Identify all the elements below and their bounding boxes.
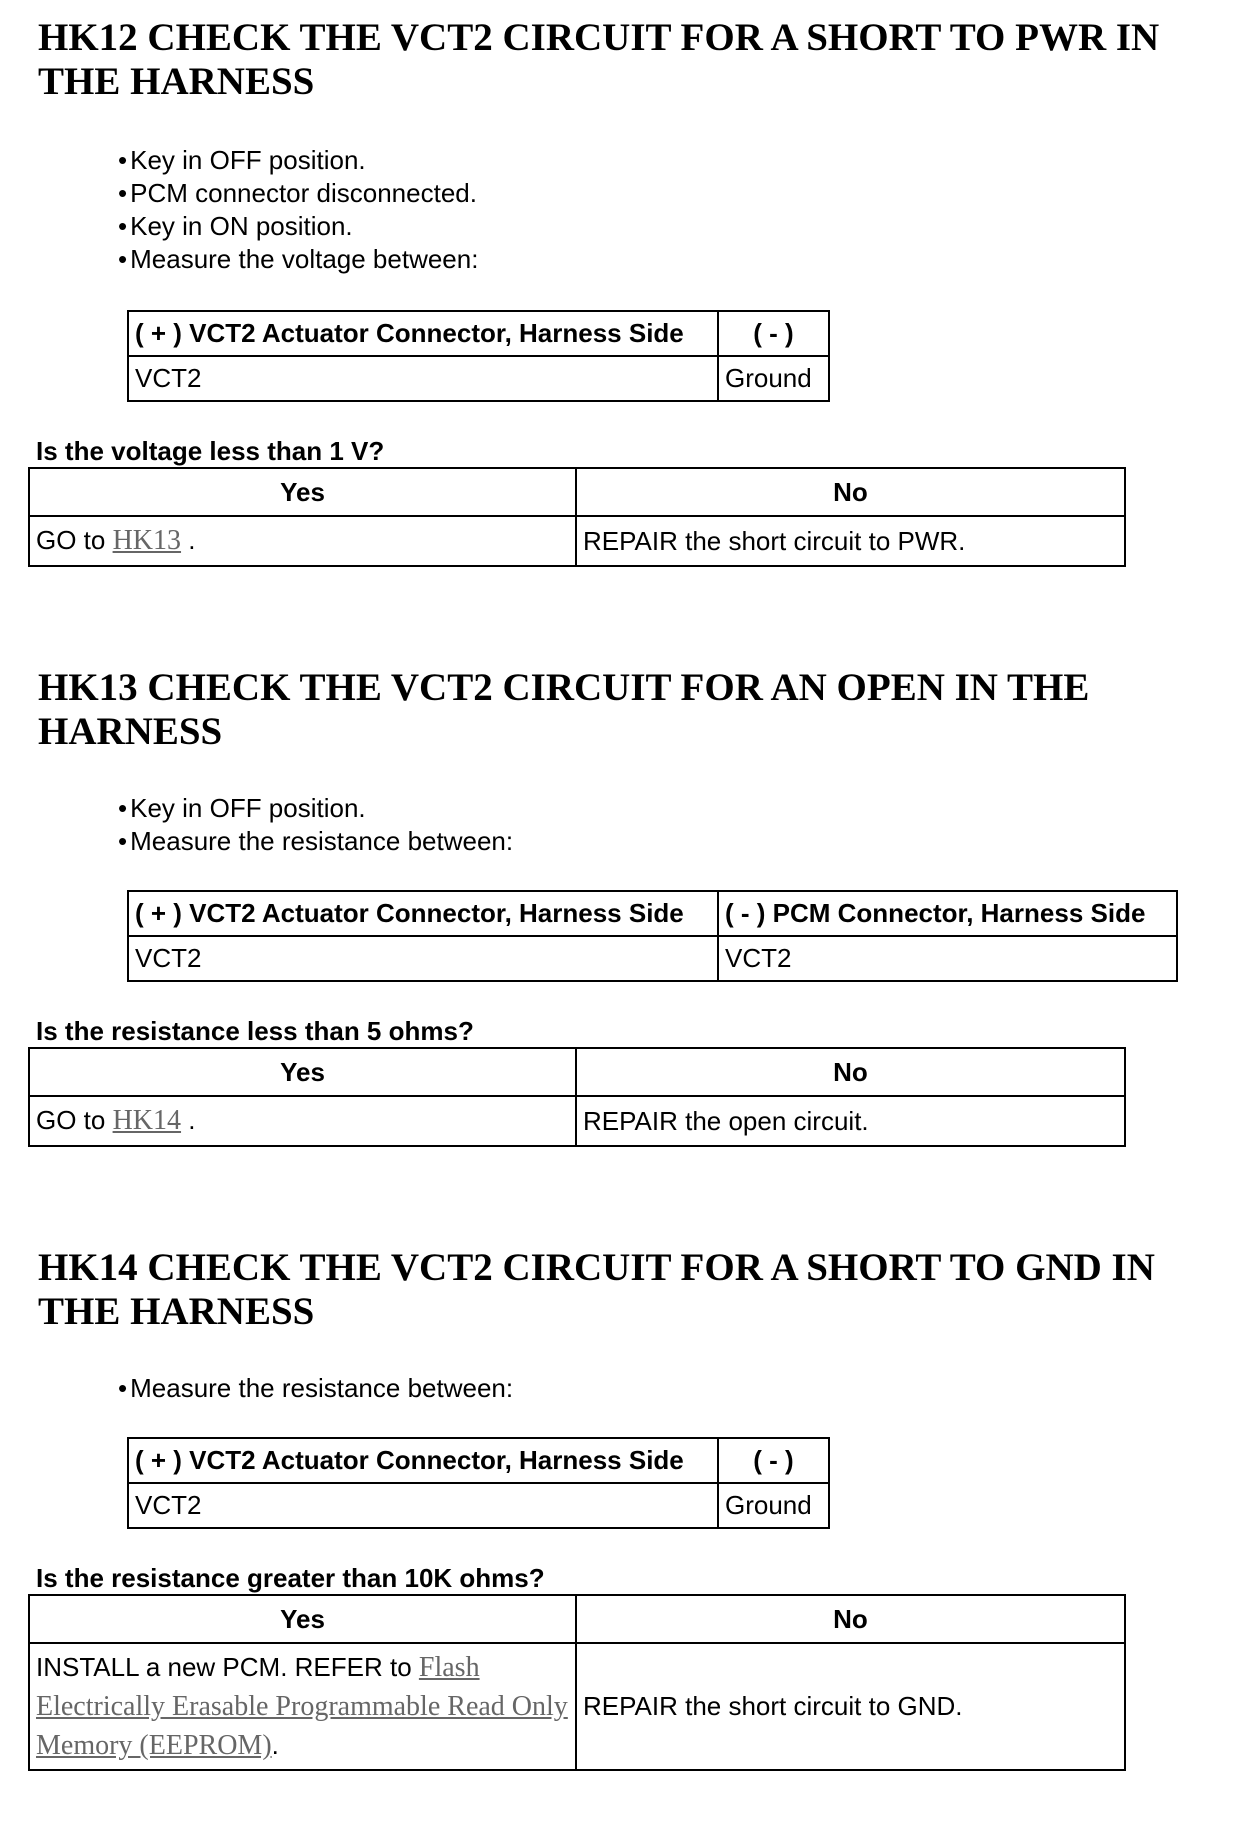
step-item: • Measure the voltage between: [118, 243, 478, 276]
answer-header-yes: Yes [29, 1048, 576, 1096]
measure-header-negative: ( - ) [718, 1438, 829, 1483]
measure-cell: VCT2 [718, 936, 1177, 981]
answer-header-no: No [576, 468, 1125, 516]
measure-header-positive: ( + ) VCT2 Actuator Connector, Harness Side [128, 891, 718, 936]
question-text: Is the resistance less than 5 ohms? [36, 1016, 474, 1046]
answer-table [28, 1047, 1126, 1147]
link-hk14[interactable]: HK14 [112, 1105, 182, 1136]
answer-header-no: No [576, 1048, 1125, 1096]
section-heading: HK12 CHECK THE VCT2 CIRCUIT FOR A SHORT TO PWR IN THE HARNESS [38, 16, 1160, 103]
procedure-steps [118, 1372, 513, 1405]
section-heading: HK14 CHECK THE VCT2 CIRCUIT FOR A SHORT TO GND IN THE HARNESS [38, 1246, 1155, 1333]
no-cell: REPAIR the short circuit to GND. [576, 1643, 1125, 1770]
measure-header-negative: ( - ) PCM Connector, Harness Side [718, 891, 1177, 936]
step-item: • Measure the resistance between: [118, 825, 513, 858]
no-cell: REPAIR the short circuit to PWR. [576, 516, 1125, 566]
step-item: • Key in ON position. [118, 210, 478, 243]
section-heading: HK13 CHECK THE VCT2 CIRCUIT FOR AN OPEN IN THE HARNESS [38, 666, 1090, 753]
measure-cell: VCT2 [128, 936, 718, 981]
measure-header-positive: ( + ) VCT2 Actuator Connector, Harness Side [128, 1438, 718, 1483]
answer-header-yes: Yes [29, 1595, 576, 1643]
step-item: • Measure the resistance between: [118, 1372, 513, 1405]
procedure-steps [118, 144, 478, 276]
question-text: Is the resistance greater than 10K ohms? [36, 1563, 545, 1593]
yes-cell: GO to HK14 . [29, 1096, 576, 1146]
measure-cell: Ground [718, 356, 829, 401]
link-hk13[interactable]: HK13 [112, 525, 182, 556]
measure-cell: VCT2 [128, 356, 718, 401]
step-item: • Key in OFF position. [118, 144, 478, 177]
answer-table [28, 467, 1126, 567]
measurement-table [127, 1437, 830, 1529]
yes-cell: GO to HK13 . [29, 516, 576, 566]
yes-cell: INSTALL a new PCM. REFER to Flash Electrically Erasable Programmable Read Only Memory (EEPROM). [29, 1643, 576, 1770]
question-text: Is the voltage less than 1 V? [36, 436, 385, 466]
answer-header-yes: Yes [29, 468, 576, 516]
measure-cell: VCT2 [128, 1483, 718, 1528]
measure-header-negative: ( - ) [718, 311, 829, 356]
step-item: • Key in OFF position. [118, 792, 513, 825]
measure-cell: Ground [718, 1483, 829, 1528]
no-cell: REPAIR the open circuit. [576, 1096, 1125, 1146]
answer-table [28, 1594, 1126, 1771]
measure-header-positive: ( + ) VCT2 Actuator Connector, Harness Side [128, 311, 718, 356]
measurement-table [127, 310, 830, 402]
step-item: • PCM connector disconnected. [118, 177, 478, 210]
answer-header-no: No [576, 1595, 1125, 1643]
measurement-table [127, 890, 1178, 982]
link-eeprom[interactable]: Flash Electrically Erasable Programmable Read Only Memory (EEPROM) [36, 1652, 568, 1761]
procedure-steps [118, 792, 513, 858]
